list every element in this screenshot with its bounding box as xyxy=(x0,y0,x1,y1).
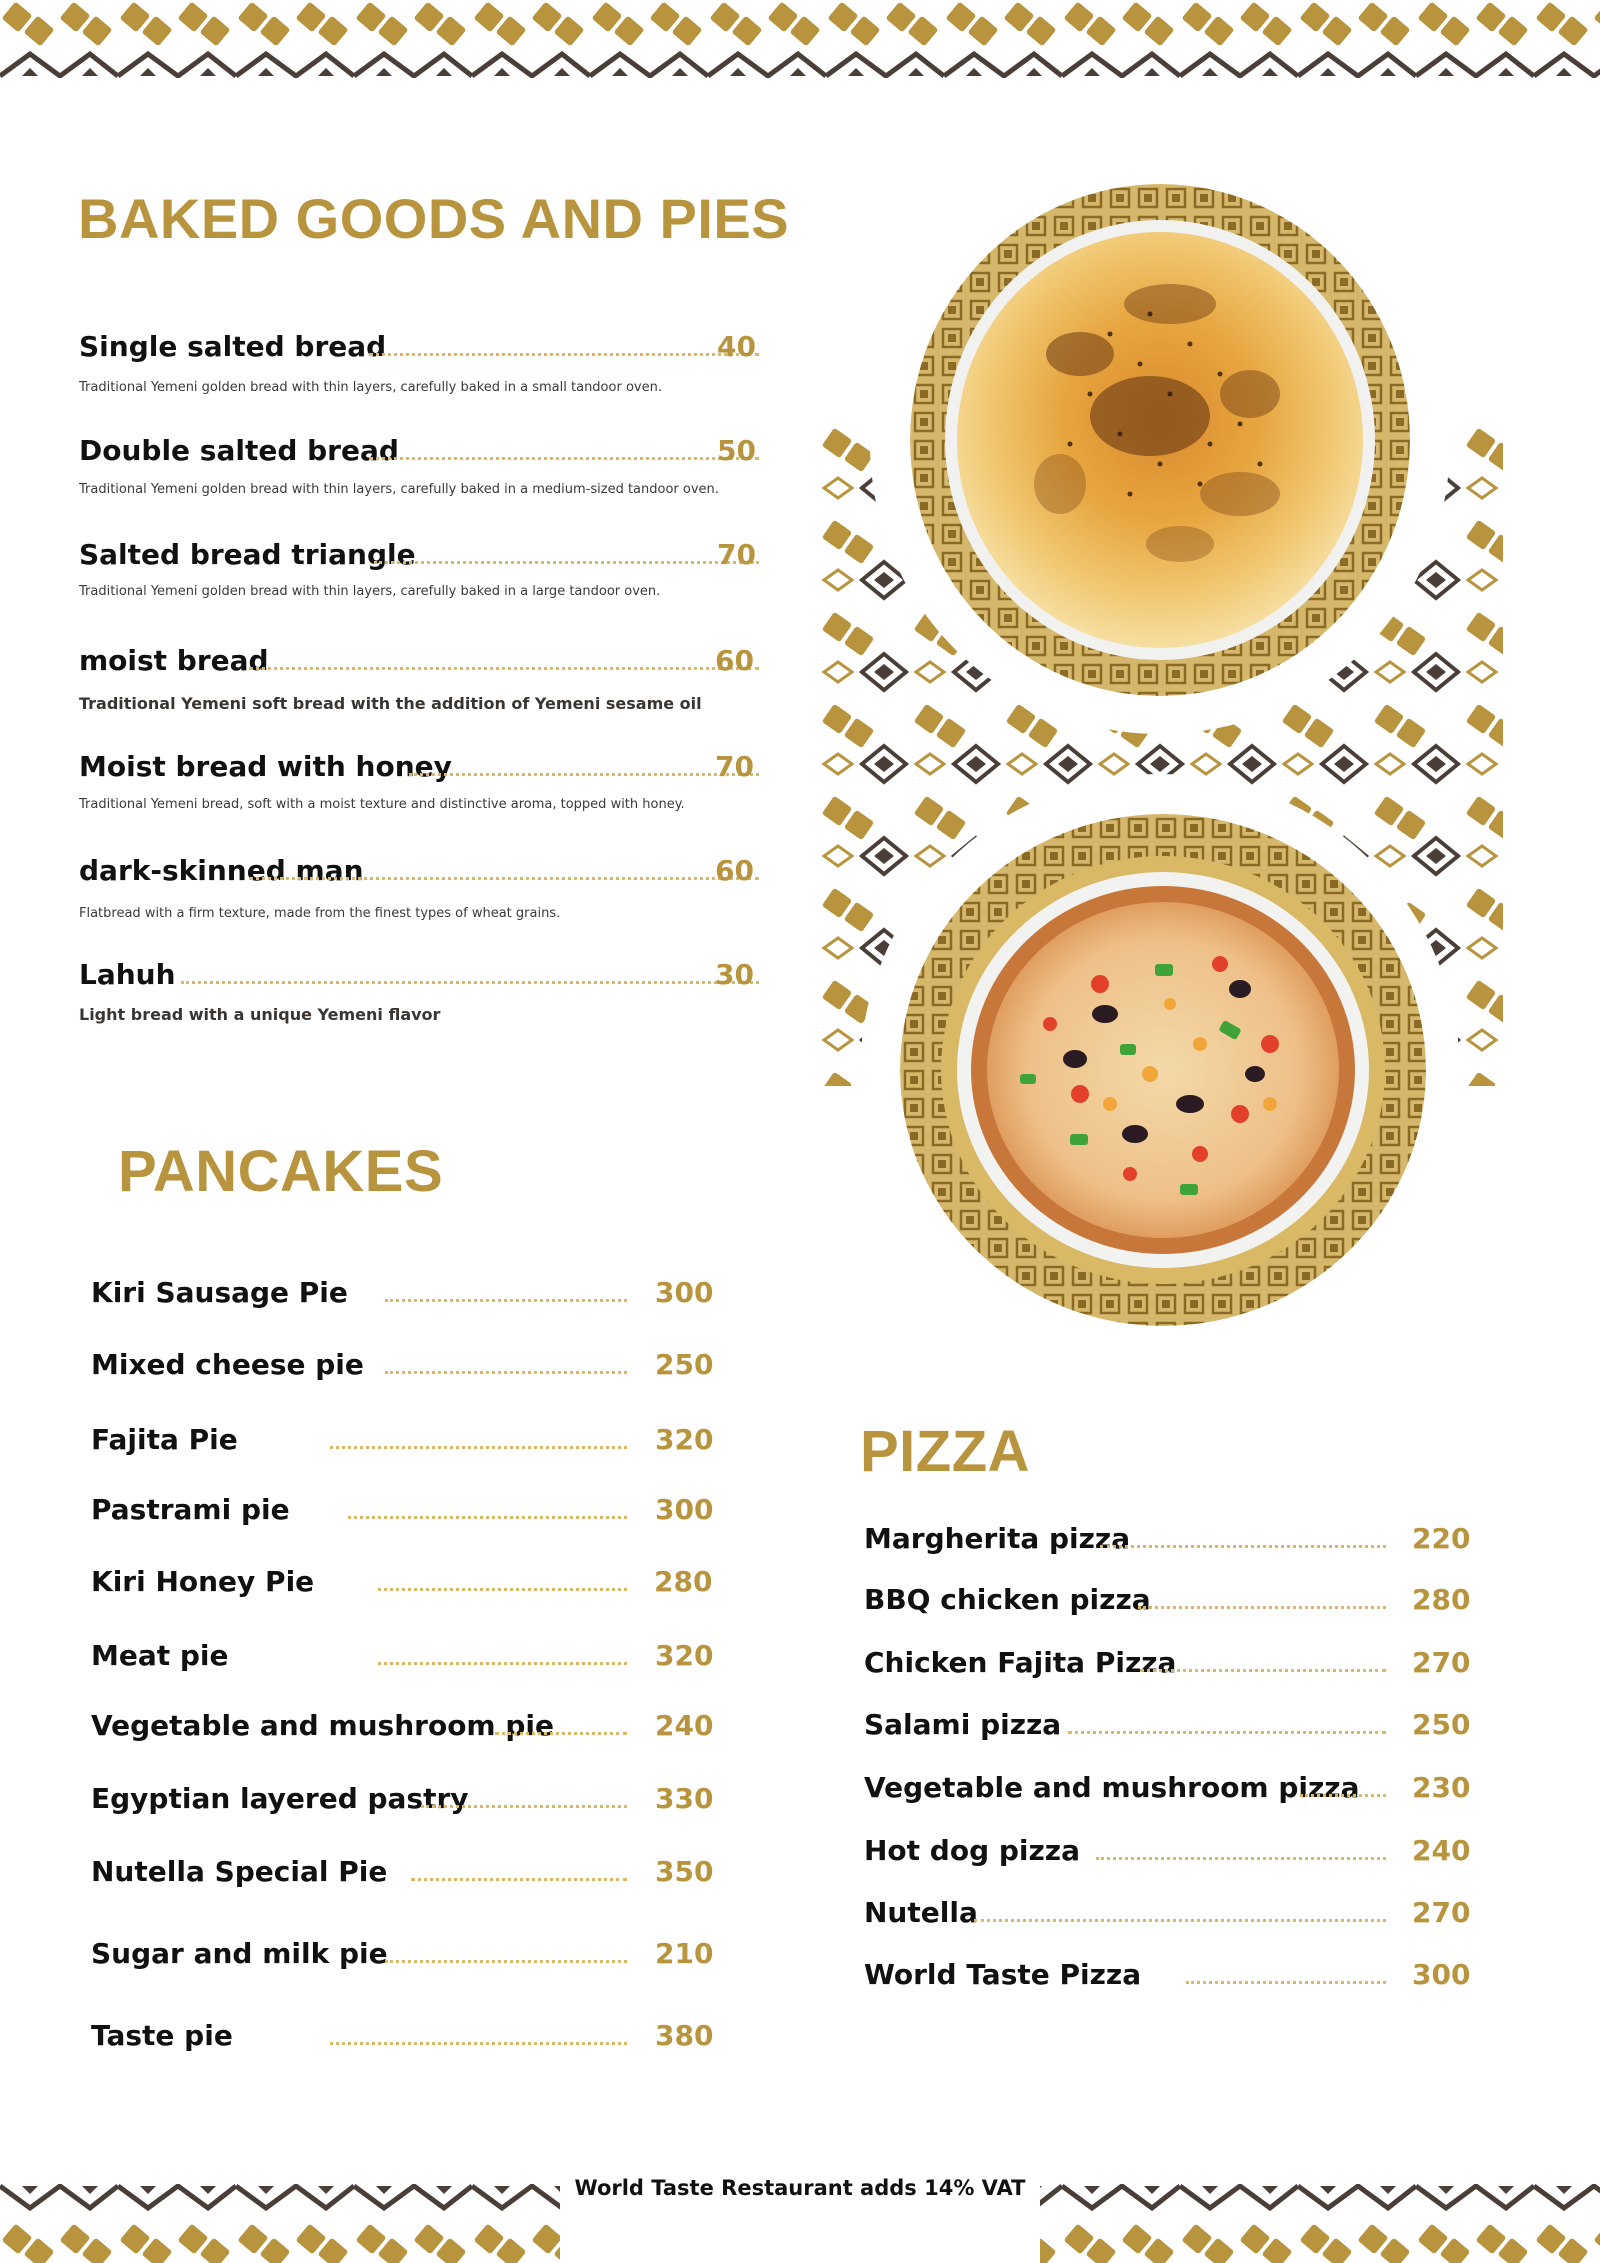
item-price: 280 xyxy=(654,1565,713,1598)
item-name: dark-skinned man xyxy=(79,854,364,887)
item-price: 40 xyxy=(717,330,756,363)
item-price: 300 xyxy=(655,1493,714,1526)
menu-item xyxy=(79,535,759,575)
menu-item xyxy=(91,1779,716,1819)
dotted-leader xyxy=(495,1732,627,1735)
item-name: Meat pie xyxy=(91,1639,229,1672)
dotted-leader xyxy=(330,1446,627,1449)
item-name: Nutella Special Pie xyxy=(91,1855,388,1888)
dotted-leader xyxy=(1100,1545,1386,1548)
item-name: Pastrami pie xyxy=(91,1493,290,1526)
item-name: Sugar and milk pie xyxy=(91,1937,388,1970)
item-price: 350 xyxy=(655,1855,714,1888)
item-price: 240 xyxy=(1412,1834,1471,1867)
item-price: 210 xyxy=(655,1937,714,1970)
item-name: Vegetable and mushroom pizza xyxy=(864,1771,1360,1804)
dotted-leader xyxy=(369,457,759,460)
item-price: 230 xyxy=(1412,1771,1471,1804)
dotted-leader xyxy=(330,2042,627,2045)
menu-item xyxy=(91,1273,716,1313)
item-description: Light bread with a unique Yemeni flavor xyxy=(79,1005,441,1024)
item-name: Single salted bread xyxy=(79,330,387,363)
item-name: Egyptian layered pastry xyxy=(91,1782,469,1815)
item-price: 320 xyxy=(655,1423,714,1456)
menu-item xyxy=(91,1706,716,1746)
menu-item xyxy=(79,431,759,471)
menu-item xyxy=(91,1934,716,1974)
top-pattern-band xyxy=(0,0,1600,78)
item-description: Traditional Yemeni golden bread with thin layers, carefully baked in a small tandoor oven. xyxy=(79,380,662,395)
item-name: BBQ chicken pizza xyxy=(864,1583,1151,1616)
item-price: 280 xyxy=(1412,1583,1471,1616)
menu-item xyxy=(79,955,759,995)
menu-item xyxy=(91,1490,716,1530)
item-name: Mixed cheese pie xyxy=(91,1348,364,1381)
pancakes-heading: PANCAKES xyxy=(118,1139,444,1204)
item-name: Fajita Pie xyxy=(91,1423,238,1456)
item-name: Double salted bread xyxy=(79,434,399,467)
item-price: 250 xyxy=(1412,1708,1471,1741)
item-description: Traditional Yemeni bread, soft with a moist texture and distinctive aroma, topped with honey. xyxy=(79,797,685,812)
pizza-photo xyxy=(900,814,1426,1326)
dotted-leader xyxy=(378,1588,627,1591)
item-name: Chicken Fajita Pizza xyxy=(864,1646,1177,1679)
menu-item xyxy=(864,1519,1474,1559)
item-price: 70 xyxy=(717,538,756,571)
item-name: moist bread xyxy=(79,644,269,677)
dotted-leader xyxy=(1300,1794,1386,1797)
item-description: Flatbread with a firm texture, made from the finest types of wheat grains. xyxy=(79,906,561,921)
item-price: 70 xyxy=(715,750,754,783)
item-name: Kiri Honey Pie xyxy=(91,1565,315,1598)
menu-item xyxy=(864,1580,1474,1620)
dotted-leader xyxy=(411,1878,627,1881)
menu-item xyxy=(864,1643,1474,1683)
dotted-leader xyxy=(181,981,759,984)
menu-item xyxy=(91,1636,716,1676)
dotted-leader xyxy=(385,1371,627,1374)
item-price: 380 xyxy=(655,2019,714,2052)
item-price: 60 xyxy=(715,644,754,677)
menu-item xyxy=(864,1893,1474,1933)
dotted-leader xyxy=(421,1805,627,1808)
item-price: 300 xyxy=(1412,1958,1471,1991)
vat-note: World Taste Restaurant adds 14% VAT xyxy=(574,2176,1026,2200)
item-description: Traditional Yemeni golden bread with thin layers, carefully baked in a medium-sized tandoor oven. xyxy=(79,482,719,497)
menu-item xyxy=(79,641,759,681)
menu-item xyxy=(91,2016,716,2056)
dotted-leader xyxy=(1186,1981,1386,1984)
item-name: World Taste Pizza xyxy=(864,1958,1142,1991)
menu-item xyxy=(91,1420,716,1460)
item-price: 250 xyxy=(655,1348,714,1381)
menu-item xyxy=(864,1768,1474,1808)
baked-goods-heading: BAKED GOODS AND PIES xyxy=(78,187,790,250)
item-name: Margherita pizza xyxy=(864,1522,1131,1555)
dotted-leader xyxy=(385,1960,627,1963)
menu-item xyxy=(864,1955,1474,1995)
dotted-leader xyxy=(249,877,759,880)
dotted-leader xyxy=(1138,1606,1386,1609)
item-name: Salami pizza xyxy=(864,1708,1062,1741)
item-name: Taste pie xyxy=(91,2019,233,2052)
item-price: 270 xyxy=(1412,1896,1471,1929)
item-price: 240 xyxy=(655,1709,714,1742)
pizza-heading: PIZZA xyxy=(860,1419,1031,1484)
item-name: Hot dog pizza xyxy=(864,1834,1081,1867)
menu-item xyxy=(79,327,759,367)
dotted-leader xyxy=(1096,1857,1386,1860)
dotted-leader xyxy=(348,1516,627,1519)
dotted-leader xyxy=(1140,1669,1386,1672)
item-price: 220 xyxy=(1412,1522,1471,1555)
item-name: Moist bread with honey xyxy=(79,750,452,783)
dotted-leader xyxy=(385,1299,627,1302)
item-name: Vegetable and mushroom pie xyxy=(91,1709,554,1742)
dotted-leader xyxy=(409,773,759,776)
item-name: Salted bread triangle xyxy=(79,538,416,571)
item-price: 320 xyxy=(655,1639,714,1672)
dotted-leader xyxy=(1068,1731,1386,1734)
item-price: 50 xyxy=(717,434,756,467)
dotted-leader xyxy=(369,353,759,356)
dotted-leader xyxy=(974,1919,1386,1922)
dotted-leader xyxy=(378,1662,627,1665)
item-price: 300 xyxy=(655,1276,714,1309)
menu-item xyxy=(79,851,759,891)
menu-item xyxy=(91,1345,716,1385)
baked-bread-photo xyxy=(910,184,1410,696)
item-name: Kiri Sausage Pie xyxy=(91,1276,348,1309)
menu-item xyxy=(864,1831,1474,1871)
dotted-leader xyxy=(374,561,759,564)
item-name: Lahuh xyxy=(79,958,176,991)
menu-item xyxy=(91,1562,716,1602)
item-price: 30 xyxy=(715,958,754,991)
item-price: 270 xyxy=(1412,1646,1471,1679)
item-price: 60 xyxy=(715,854,754,887)
item-price: 330 xyxy=(655,1782,714,1815)
dotted-leader xyxy=(249,667,759,670)
menu-item xyxy=(91,1852,716,1892)
item-name: Nutella xyxy=(864,1896,978,1929)
menu-item xyxy=(79,747,759,787)
item-description: Traditional Yemeni golden bread with thin layers, carefully baked in a large tandoor oven. xyxy=(79,584,661,599)
menu-item xyxy=(864,1705,1474,1745)
item-description: Traditional Yemeni soft bread with the addition of Yemeni sesame oil xyxy=(79,694,702,713)
